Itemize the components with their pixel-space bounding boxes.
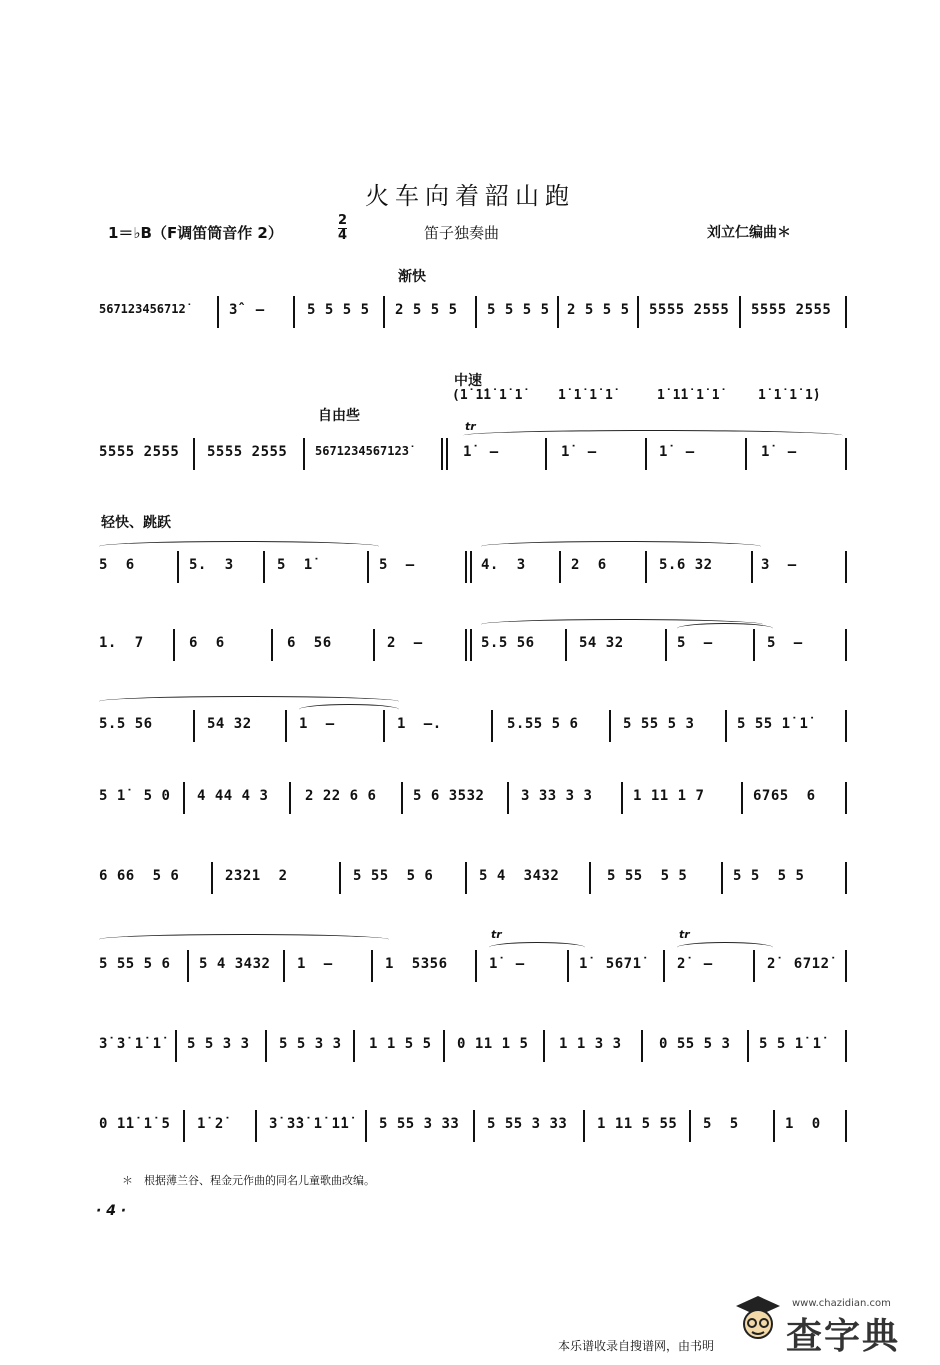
- measure: 1 1 5 5: [369, 1036, 432, 1052]
- measure: 1̇ –: [659, 444, 695, 460]
- barline: [443, 1030, 445, 1062]
- measure: 5 55 3 33: [487, 1116, 568, 1132]
- measure: 1̇ 5671̇: [579, 956, 642, 972]
- measure: 5 55 5 3: [623, 716, 695, 732]
- measure: 2 5 5 5: [567, 302, 630, 318]
- barline: [753, 950, 755, 982]
- tie: [677, 623, 773, 634]
- expression-ad-lib: 自由些: [318, 408, 360, 424]
- barline: [441, 438, 443, 470]
- measure: 4 44 4 3: [197, 788, 269, 804]
- barline: [470, 551, 472, 583]
- slur: [99, 934, 389, 945]
- measure: 5.55 5 6: [507, 716, 579, 732]
- barline: [446, 438, 448, 470]
- barline: [265, 1030, 267, 1062]
- barline: [383, 296, 385, 328]
- page-title: 火车向着韶山跑: [365, 182, 575, 210]
- measure: 2321 2: [225, 868, 288, 884]
- measure: 5 5 5 5: [307, 302, 370, 318]
- measure: 3̇ 3̇3̇ 1̇ 1̇1̇: [269, 1116, 350, 1132]
- measure: 5.5 56: [481, 635, 535, 651]
- measure: 1 5356: [385, 956, 448, 972]
- measure: 1 11 5 55: [597, 1116, 678, 1132]
- measure: 5 4 3432: [479, 868, 560, 884]
- measure: 2 6: [571, 557, 607, 573]
- barline: [641, 1030, 643, 1062]
- measure: 5.5 56: [99, 716, 153, 732]
- accompaniment-measure: 1̇ 1̇1̇ 1̇ 1̇: [657, 388, 720, 403]
- barline: [255, 1110, 257, 1142]
- staff-row-6: [99, 786, 847, 812]
- measure: 5 4 3432: [199, 956, 271, 972]
- measure: 5 5 3 3: [187, 1036, 250, 1052]
- staff-row-1: [99, 300, 847, 326]
- staff-row-7: [99, 866, 847, 892]
- barline: [747, 1030, 749, 1062]
- measure: 3 –: [761, 557, 797, 573]
- measure: 5555 2555: [99, 444, 180, 460]
- barline: [721, 862, 723, 894]
- barline: [689, 1110, 691, 1142]
- barline: [465, 862, 467, 894]
- barline: [745, 438, 747, 470]
- staff-row-8: [99, 928, 847, 980]
- measure: 1 11 1 7: [633, 788, 705, 804]
- barline: [741, 782, 743, 814]
- barline: [175, 1030, 177, 1062]
- expression-light: 轻快、跳跃: [101, 515, 171, 531]
- measure: 1 0: [785, 1116, 821, 1132]
- measure: 1̇ 2̇: [197, 1116, 224, 1132]
- barline: [725, 710, 727, 742]
- barline: [371, 950, 373, 982]
- mascot-icon: [730, 1290, 786, 1346]
- barline: [645, 551, 647, 583]
- barline: [583, 1110, 585, 1142]
- trill-mark: tr: [679, 928, 690, 941]
- barline: [365, 1110, 367, 1142]
- trill-mark: tr: [491, 928, 502, 941]
- measure: 5 55 3 33: [379, 1116, 460, 1132]
- measure: 6765 6: [753, 788, 816, 804]
- measure: 5 –: [767, 635, 803, 651]
- tempo-moderato: 中速: [454, 373, 482, 389]
- barline: [559, 551, 561, 583]
- barline: [565, 629, 567, 661]
- barline: [211, 862, 213, 894]
- measure: 1 –: [299, 716, 335, 732]
- barline: [283, 950, 285, 982]
- barline: [567, 950, 569, 982]
- barline: [507, 782, 509, 814]
- measure: 1 1 3 3: [559, 1036, 622, 1052]
- barline: [353, 1030, 355, 1062]
- barline: [367, 551, 369, 583]
- barline: [751, 551, 753, 583]
- slur: [481, 541, 761, 552]
- barline: [339, 862, 341, 894]
- barline: [303, 438, 305, 470]
- tie: [299, 704, 399, 715]
- barline: [845, 862, 847, 894]
- barline: [173, 629, 175, 661]
- accompaniment-measure: 1̇ 1̇ 1̇ 1̇: [558, 388, 613, 403]
- measure: 6 6: [189, 635, 225, 651]
- tempo-accel: 渐快: [398, 269, 426, 285]
- trill-mark: tr: [465, 420, 476, 433]
- measure: 3̇ 3̇ 1̇ 1̇: [99, 1036, 162, 1052]
- watermark-url: www.chazidian.com: [792, 1298, 891, 1309]
- tie: [463, 430, 843, 441]
- measure: 2 5 5 5: [395, 302, 458, 318]
- measure: 54 32: [579, 635, 624, 651]
- barline: [473, 1110, 475, 1142]
- measure: 1̇ –: [761, 444, 797, 460]
- measure: 5 55 5 5: [607, 868, 688, 884]
- barline: [187, 950, 189, 982]
- barline: [621, 782, 623, 814]
- measure: 2̇ –: [677, 956, 713, 972]
- measure: 5.6 32: [659, 557, 713, 573]
- barline: [193, 710, 195, 742]
- time-signature: [338, 214, 347, 243]
- measure: 1̇ –: [561, 444, 597, 460]
- barline: [845, 296, 847, 328]
- measure: 1 –: [297, 956, 333, 972]
- measure: 5 6 3532: [413, 788, 485, 804]
- watermark-logo-text: 查字典: [786, 1316, 901, 1357]
- barline: [845, 629, 847, 661]
- staff-row-9: [99, 1034, 847, 1060]
- barline: [271, 629, 273, 661]
- measure: 3̂ –: [229, 302, 265, 318]
- barline: [845, 438, 847, 470]
- measure: 5 5 5 5: [733, 868, 805, 884]
- measure: 0 1̇1̇ 1̇ 5: [99, 1116, 171, 1132]
- barline: [401, 782, 403, 814]
- barline: [845, 710, 847, 742]
- staff-row-5: [99, 714, 847, 740]
- measure: 2̇ 6712̇: [767, 956, 830, 972]
- measure: 1̇ –: [489, 956, 525, 972]
- barline: [637, 296, 639, 328]
- staff-row-10: [99, 1114, 847, 1140]
- barline: [475, 296, 477, 328]
- barline: [293, 296, 295, 328]
- barline: [193, 438, 195, 470]
- barline: [465, 551, 467, 583]
- measure: 5 5: [703, 1116, 739, 1132]
- barline: [739, 296, 741, 328]
- barline: [543, 1030, 545, 1062]
- slur: [99, 541, 379, 552]
- barline: [645, 438, 647, 470]
- barline: [545, 438, 547, 470]
- footnote: ＊ 根据薄兰谷、程金元作曲的同名儿童歌曲改编。: [122, 1174, 375, 1187]
- watermark-logo: [730, 1290, 920, 1357]
- composer: 刘立仁编曲＊: [707, 225, 791, 241]
- measure: 5555 2555: [751, 302, 832, 318]
- barline: [475, 950, 477, 982]
- barline: [557, 296, 559, 328]
- barline: [183, 782, 185, 814]
- measure: 5 5 3 3: [279, 1036, 342, 1052]
- measure: 1 –.: [397, 716, 442, 732]
- barline: [465, 629, 467, 661]
- measure: 5 1̇ 5 0: [99, 788, 171, 804]
- measure: 5 5 5 5: [487, 302, 550, 318]
- staff-row-3: [99, 555, 847, 581]
- measure: 567123456712̇: [99, 302, 186, 316]
- measure: 4. 3: [481, 557, 526, 573]
- measure: 5 55 5 6: [353, 868, 434, 884]
- barline: [285, 710, 287, 742]
- measure: 5 6: [99, 557, 135, 573]
- measure: 5 –: [379, 557, 415, 573]
- tie: [489, 942, 585, 953]
- barline: [773, 1110, 775, 1142]
- barline: [845, 782, 847, 814]
- staff-row-4: [99, 633, 847, 659]
- measure: 5 55 5 6: [99, 956, 171, 972]
- measure: 6 66 5 6: [99, 868, 180, 884]
- page-number: · 4 ·: [96, 1203, 127, 1219]
- barline: [263, 551, 265, 583]
- barline: [491, 710, 493, 742]
- barline: [845, 1030, 847, 1062]
- measure: 5. 3: [189, 557, 234, 573]
- measure: 0 55 5 3: [659, 1036, 731, 1052]
- barline: [183, 1110, 185, 1142]
- barline: [217, 296, 219, 328]
- barline: [470, 629, 472, 661]
- barline: [373, 629, 375, 661]
- barline: [289, 782, 291, 814]
- time-signature-top: 2: [338, 213, 348, 228]
- barline: [177, 551, 179, 583]
- measure: 5 1̇: [277, 557, 313, 573]
- barline: [665, 629, 667, 661]
- tie: [677, 942, 773, 953]
- measure: 5555 2555: [207, 444, 288, 460]
- measure: 1. 7: [99, 635, 144, 651]
- subtitle: 笛子独奏曲: [424, 224, 500, 242]
- measure: 0 11 1 5: [457, 1036, 529, 1052]
- accompaniment-measure: 1̇ 1̇ 1̇ 1̇): [758, 388, 821, 403]
- barline: [589, 862, 591, 894]
- measure: 3 33 3 3: [521, 788, 593, 804]
- barline: [845, 950, 847, 982]
- measure: 5 –: [677, 635, 713, 651]
- barline: [663, 950, 665, 982]
- measure: 2 22 6 6: [305, 788, 377, 804]
- measure: 5555 2555: [649, 302, 730, 318]
- barline: [845, 1110, 847, 1142]
- barline: [845, 551, 847, 583]
- measure: 5 5 1̇ 1̇: [759, 1036, 822, 1052]
- measure: 5671234567123̇: [315, 444, 409, 458]
- accompaniment-measure: (1̇ 1̇1̇ 1̇ 1̇: [452, 388, 523, 403]
- staff-row-2: [99, 420, 847, 468]
- measure: 6 56: [287, 635, 332, 651]
- measure: 5 55 1̇ 1̇: [737, 716, 809, 732]
- measure: 54 32: [207, 716, 252, 732]
- key-signature: 1＝♭B（F调笛筒音作 2）: [108, 224, 283, 242]
- measure: 1̇ –: [463, 444, 499, 460]
- barline: [609, 710, 611, 742]
- watermark-credit: 本乐谱收录自搜谱网，由书明: [558, 1339, 715, 1353]
- time-signature-bottom: 4: [338, 228, 348, 243]
- measure: 2 –: [387, 635, 423, 651]
